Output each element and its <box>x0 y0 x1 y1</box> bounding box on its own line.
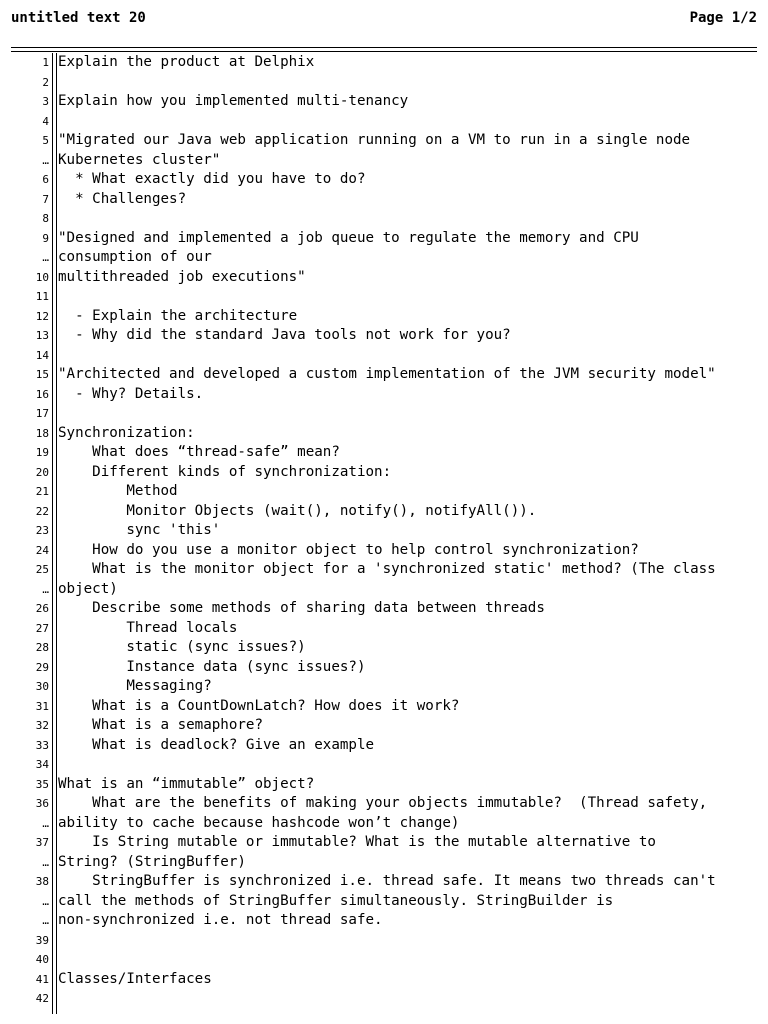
line-text: What is an “immutable” object? <box>58 775 315 792</box>
line-text: - Why? Details. <box>58 385 204 402</box>
line-number: … <box>42 251 49 264</box>
text-line <box>0 560 768 580</box>
line-number: 12 <box>35 309 49 323</box>
line-number: 18 <box>35 426 49 440</box>
line-number: 41 <box>35 972 49 986</box>
text-line <box>0 833 768 853</box>
line-number: 20 <box>35 465 49 479</box>
line-text: * Challenges? <box>58 190 187 207</box>
text-line <box>0 385 768 405</box>
text-line <box>0 424 768 444</box>
line-text: non-synchronized i.e. not thread safe. <box>58 912 383 928</box>
line-number: 37 <box>35 836 49 849</box>
line-text: - Explain the architecture <box>58 307 298 324</box>
text-line <box>0 911 768 931</box>
line-number: 22 <box>35 504 49 518</box>
text-line <box>0 736 768 756</box>
line-number: 27 <box>35 621 49 635</box>
text-line <box>0 755 768 775</box>
text-line <box>0 209 768 229</box>
line-number: 11 <box>35 290 49 303</box>
text-line <box>0 619 768 639</box>
line-text: ability to cache because hashcode won’t change) <box>58 814 460 831</box>
line-number: 32 <box>35 719 49 732</box>
line-text: Monitor Objects (wait(), notify(), notifyAll()). <box>58 502 537 519</box>
text-line <box>0 638 768 658</box>
document-title: untitled text 20 <box>11 10 146 26</box>
line-number: 14 <box>35 348 49 362</box>
text-line <box>0 794 768 814</box>
text-line <box>0 970 768 990</box>
line-number: 29 <box>35 660 49 674</box>
line-number: 4 <box>42 114 49 128</box>
line-number: 17 <box>35 407 49 420</box>
line-text: Explain the product at Delphix <box>58 54 315 70</box>
text-line <box>0 287 768 307</box>
line-text: "Architected and developed a custom implementation of the JVM security model" <box>58 366 716 382</box>
text-line <box>0 229 768 249</box>
line-text: Instance data (sync issues?) <box>58 658 366 675</box>
line-number: 28 <box>35 641 49 654</box>
text-line <box>0 814 768 834</box>
line-number: 5 <box>42 134 49 147</box>
line-number: … <box>42 582 49 596</box>
text-line <box>0 131 768 151</box>
line-text: "Designed and implemented a job queue to regulate the memory and CPU <box>58 229 639 246</box>
line-text: Different kinds of synchronization: <box>58 463 392 480</box>
text-line <box>0 989 768 1009</box>
text-line <box>0 677 768 697</box>
text-line <box>0 892 768 912</box>
line-text: sync 'this' <box>58 522 221 538</box>
line-number: 3 <box>42 95 49 108</box>
text-line <box>0 541 768 561</box>
line-text: What is a CountDownLatch? How does it work? <box>58 697 460 714</box>
text-line <box>0 853 768 873</box>
line-number: 7 <box>42 192 49 206</box>
text-line <box>0 404 768 424</box>
line-number: 9 <box>42 231 49 245</box>
text-line <box>0 92 768 112</box>
line-number: … <box>42 894 49 908</box>
text-line <box>0 716 768 736</box>
line-number: 35 <box>35 777 49 791</box>
line-number: 10 <box>35 270 49 284</box>
line-number: 23 <box>35 524 49 537</box>
line-number: 15 <box>35 368 49 381</box>
header-divider <box>11 47 757 52</box>
text-line <box>0 346 768 366</box>
line-number: 13 <box>35 329 49 342</box>
line-number: … <box>42 816 49 830</box>
line-text: Describe some methods of sharing data between threads <box>58 600 545 616</box>
text-line <box>0 190 768 210</box>
text-listing <box>0 53 768 1024</box>
line-number: 8 <box>42 212 49 225</box>
line-text: What is deadlock? Give an example <box>58 736 375 753</box>
line-text: Thread locals <box>58 619 238 636</box>
line-number: 26 <box>35 602 49 615</box>
line-number: 19 <box>35 446 49 459</box>
line-number: 25 <box>35 563 49 576</box>
line-text: Method <box>58 483 178 499</box>
line-number: … <box>42 855 49 869</box>
line-text: static (sync issues?) <box>58 639 306 655</box>
line-text: Is String mutable or immutable? What is the mutable alternative to <box>58 834 656 850</box>
line-text: Kubernetes cluster" <box>58 151 221 168</box>
line-text: Classes/Interfaces <box>58 970 212 987</box>
text-line <box>0 53 768 73</box>
text-line <box>0 112 768 132</box>
text-line <box>0 521 768 541</box>
line-text: * What exactly did you have to do? <box>58 171 366 187</box>
line-number: 40 <box>35 953 49 966</box>
line-number: 34 <box>35 758 49 771</box>
line-number: 38 <box>35 875 49 888</box>
gutter-divider <box>52 53 57 1014</box>
line-text: What is a semaphore? <box>58 717 263 733</box>
text-line <box>0 268 768 288</box>
line-text: object) <box>58 580 118 597</box>
text-line <box>0 326 768 346</box>
text-line <box>0 170 768 190</box>
page-number: Page 1/2 <box>689 10 757 26</box>
text-line <box>0 365 768 385</box>
line-text: Explain how you implemented multi-tenancy <box>58 93 409 109</box>
text-line <box>0 248 768 268</box>
line-number: 24 <box>35 543 49 557</box>
line-number: 39 <box>35 933 49 947</box>
text-line <box>0 73 768 93</box>
line-text: consumption of our <box>58 249 212 265</box>
line-number: … <box>42 914 49 927</box>
text-line <box>0 599 768 619</box>
line-text: What does “thread-safe” mean? <box>58 444 340 460</box>
page-header <box>0 0 768 40</box>
text-line <box>0 580 768 600</box>
text-line <box>0 151 768 171</box>
line-number: 16 <box>35 387 49 401</box>
line-text: call the methods of StringBuffer simultaneously. StringBuilder is <box>58 892 614 909</box>
text-line <box>0 463 768 483</box>
line-text: Synchronization: <box>58 424 195 441</box>
text-line <box>0 482 768 502</box>
text-line <box>0 697 768 717</box>
text-line <box>0 502 768 522</box>
line-number: 33 <box>35 738 49 752</box>
line-number: 42 <box>35 992 49 1005</box>
line-number: 2 <box>42 75 49 89</box>
text-line <box>0 658 768 678</box>
text-line <box>0 775 768 795</box>
line-number: 21 <box>35 485 49 498</box>
line-text: What are the benefits of making your objects immutable? (Thread safety, <box>58 795 708 811</box>
text-line <box>0 931 768 951</box>
line-text: multithreaded job executions" <box>58 268 306 285</box>
line-number: 30 <box>35 680 49 693</box>
line-text: Messaging? <box>58 678 212 694</box>
line-text: "Migrated our Java web application running on a VM to run in a single node <box>58 132 691 148</box>
line-text: What is the monitor object for a 'synchronized static' method? (The class <box>58 561 716 577</box>
text-line <box>0 950 768 970</box>
line-number: 6 <box>42 173 49 186</box>
line-list <box>0 53 768 1009</box>
text-line <box>0 307 768 327</box>
line-text: How do you use a monitor object to help control synchronization? <box>58 541 639 558</box>
line-text: - Why did the standard Java tools not work for you? <box>58 327 511 343</box>
line-number: 31 <box>35 699 49 713</box>
line-text: String? (StringBuffer) <box>58 853 246 870</box>
text-line <box>0 443 768 463</box>
text-line <box>0 872 768 892</box>
line-number: 1 <box>42 56 49 69</box>
line-number: 36 <box>35 797 49 810</box>
line-number: … <box>42 153 49 167</box>
line-text: StringBuffer is synchronized i.e. thread safe. It means two threads can't <box>58 873 716 889</box>
